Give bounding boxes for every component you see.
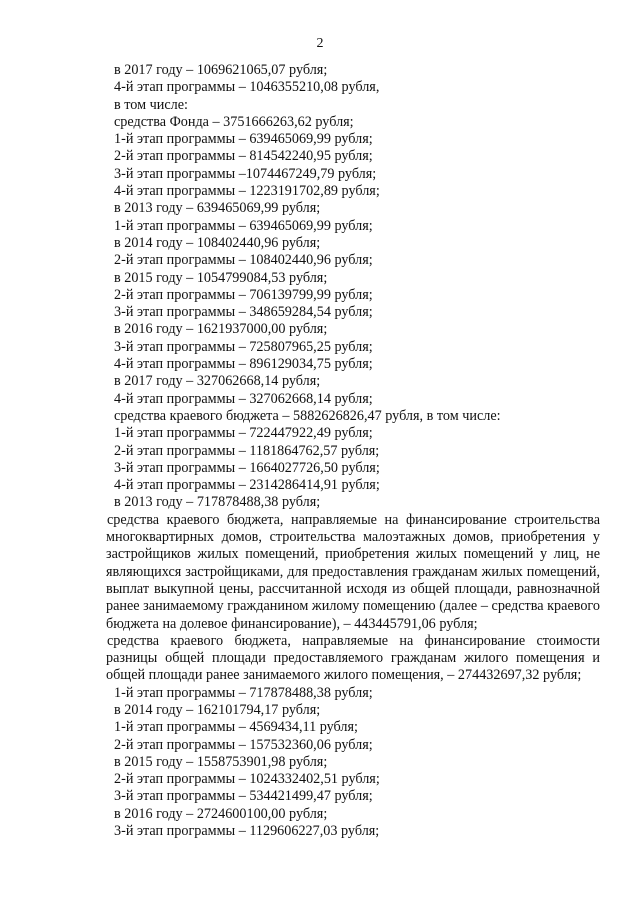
text-line: 1-й этап программы – 722447922,49 рубля; [114, 425, 373, 442]
text-line: средства краевого бюджета – 5882626826,47 рубля, в том числе: [114, 407, 501, 424]
text-line: 4-й этап программы – 1223191702,89 рубля; [114, 183, 380, 200]
text-line: 2-й этап программы – 108402440,96 рубля; [114, 252, 373, 269]
text-line: в 2013 году – 717878488,38 рубля; [114, 494, 321, 511]
text-line: в 2014 году – 108402440,96 рубля; [114, 234, 321, 251]
text-line: 4-й этап программы – 896129034,75 рубля; [114, 356, 373, 373]
text-line: в 2016 году – 1621937000,00 рубля; [114, 321, 328, 338]
text-line: средства Фонда – 3751666263,62 рубля; [114, 113, 354, 130]
text-line: в том числе: [114, 96, 188, 113]
text-line: 2-й этап программы – 157532360,06 рубля; [114, 736, 373, 753]
text-line: 4-й этап программы – 327062668,14 рубля; [114, 390, 373, 407]
text-line: в 2017 году – 327062668,14 рубля; [114, 373, 321, 390]
text-line: 3-й этап программы – 1129606227,03 рубля; [114, 823, 380, 840]
text-line: 2-й этап программы – 1024332402,51 рубля; [114, 771, 380, 788]
text-line: 1-й этап программы – 639465069,99 рубля; [114, 131, 373, 148]
text-line: 3-й этап программы –1074467249,79 рубля; [114, 165, 377, 182]
text-line: 1-й этап программы – 717878488,38 рубля; [114, 684, 373, 701]
text-line: 4-й этап программы – 2314286414,91 рубля; [114, 477, 380, 494]
document-body [106, 62, 600, 840]
text-line: в 2017 году – 1069621065,07 рубля; [114, 62, 328, 78]
text-line: в 2016 году – 2724600100,00 рубля; [114, 805, 328, 822]
text-line: 2-й этап программы – 1181864762,57 рубля; [114, 442, 380, 459]
text-line: 3-й этап программы – 534421499,47 рубля; [114, 788, 373, 805]
text-line: 2-й этап программы – 706139799,99 рубля; [114, 286, 373, 303]
paragraph-area-difference: средства краевого бюджета, направляемые на финансирование стоимости разницы общей площади предоставляемого гражданам жилого помещения и общей площади ранее занимаемого жилого помещения, – 274432697,32 рубля; [106, 632, 600, 684]
line-group-a [114, 62, 600, 512]
text-line: 3-й этап программы – 348659284,54 рубля; [114, 304, 373, 321]
text-line: 3-й этап программы – 1664027726,50 рубля; [114, 459, 380, 476]
text-line: в 2014 году – 162101794,17 рубля; [114, 701, 321, 718]
text-line: 1-й этап программы – 4569434,11 рубля; [114, 719, 358, 736]
text-line: в 2013 году – 639465069,99 рубля; [114, 200, 321, 217]
text-line: 3-й этап программы – 725807965,25 рубля; [114, 338, 373, 355]
text-line: 2-й этап программы – 814542240,95 рубля; [114, 148, 373, 165]
text-line: 4-й этап программы – 1046355210,08 рубля, [114, 79, 380, 96]
text-line: в 2015 году – 1558753901,98 рубля; [114, 753, 328, 770]
paragraph-shared-financing: средства краевого бюджета, направляемые на финансирование строительства многоквартирных домов, строительства малоэтажных домов, приобретения у застройщиков жилых помещений, приобретения жилых помещений у лиц, не являющихся застройщиками, для предоставления гражданам жилых помещений, выплат выкупной цены, рассчитанной исходя из общей площади, равнозначной ранее занимаемому гражданином жилому помещению (далее – средства краевого бюджета на долевое финансирование), – 443445791,06 рубля; [106, 511, 600, 632]
page-number: 2 [316, 36, 324, 51]
text-line: в 2015 году – 1054799084,53 рубля; [114, 269, 328, 286]
line-group-b [114, 685, 600, 841]
text-line: 1-й этап программы – 639465069,99 рубля; [114, 217, 373, 234]
